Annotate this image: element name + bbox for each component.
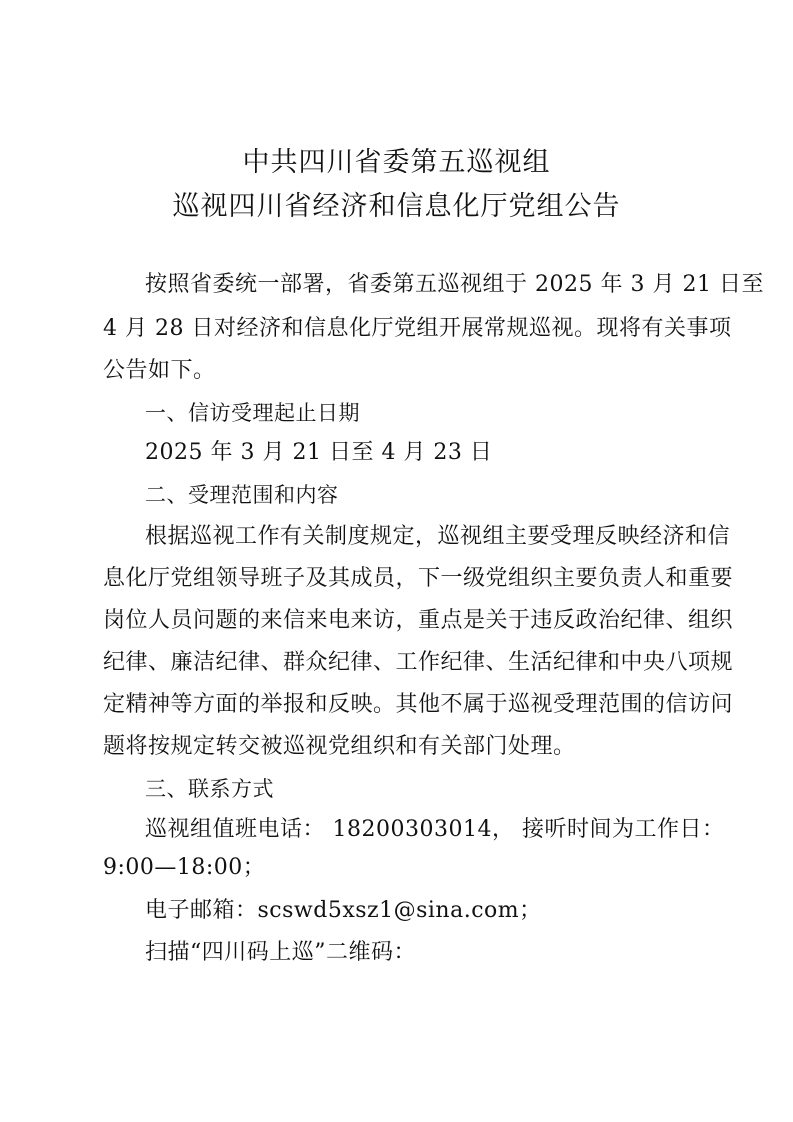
section2-line-4: 纪律、廉洁纪律、群众纪律、工作纪律、生活纪律和中央八项规	[103, 650, 734, 675]
contact-qr-text: 扫描“四川码上巡”二维码：	[145, 940, 416, 965]
intro-line-2: 4 月 28 日对经济和信息化厅党组开展常规巡视。现将有关事项	[103, 316, 732, 341]
section1-text: 2025 年 3 月 21 日至 4 月 23 日	[145, 440, 493, 465]
contact-phone-line-1: 巡视组值班电话： 18200303014， 接听时间为工作日：	[145, 817, 725, 842]
section2-line-2: 息化厅党组领导班子及其成员，下一级党组织主要负责人和重要	[103, 566, 734, 591]
section1-heading: 一、信访受理起止日期	[145, 401, 360, 425]
section2-line-5: 定精神等方面的举报和反映。其他不属于巡视受理范围的信访问	[103, 692, 734, 717]
section2-line-3: 岗位人员问题的来信来电来访，重点是关于违反政治纪律、组织	[103, 608, 734, 633]
section2-line-6: 题将按规定转交被巡视党组织和有关部门处理。	[103, 734, 576, 759]
section2-line-1: 根据巡视工作有关制度规定，巡视组主要受理反映经济和信	[145, 524, 731, 549]
document-title-line2: 巡视四川省经济和信息化厅党组公告	[172, 191, 621, 222]
contact-email: 电子邮箱：scswd5xsz1@sina.com；	[145, 898, 542, 923]
contact-phone-line-2: 9:00—18:00；	[103, 855, 266, 880]
intro-line-1: 按照省委统一部署，省委第五巡视组于 2025 年 3 月 21 日至	[145, 272, 764, 297]
section3-heading: 三、联系方式	[145, 777, 274, 801]
document-title-line1: 中共四川省委第五巡视组	[242, 147, 551, 178]
section2-heading: 二、受理范围和内容	[145, 483, 339, 507]
intro-line-3: 公告如下。	[103, 358, 216, 383]
